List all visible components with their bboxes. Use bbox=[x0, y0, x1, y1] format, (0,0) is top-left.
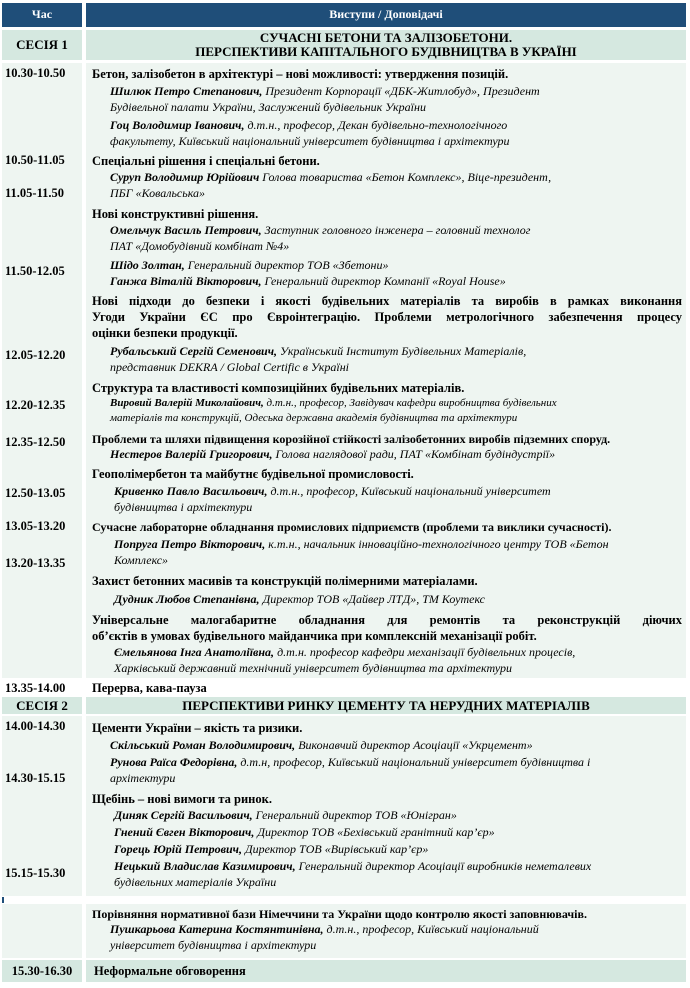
time-slot: 10.50-11.05 bbox=[5, 153, 65, 167]
speaker-name: Суруп Володимир Юрійович bbox=[110, 170, 260, 184]
speaker-position-line: будівництва і архітектури bbox=[114, 500, 253, 514]
speaker-position: Виконавчий директор Асоціації «Укрцемент» bbox=[298, 738, 533, 752]
talk-title-line: оцінки безпеки продукції. bbox=[92, 326, 238, 340]
talk-m-time-cell bbox=[2, 904, 82, 958]
speaker-position-line: будівельних матеріалів України bbox=[114, 875, 277, 889]
speaker-line bbox=[114, 842, 428, 858]
speaker-line bbox=[110, 118, 507, 134]
speaker-position: д.т.н. професор кафедри механізації будівельних процесів, bbox=[277, 645, 576, 659]
speaker-name: Омельчук Василь Петрович, bbox=[110, 223, 262, 237]
speaker-position: Генеральний директор ТОВ «Юнігран» bbox=[255, 808, 457, 822]
talk-title: Геополімербетон та майбутнє будівельної промисловості. bbox=[92, 467, 414, 481]
speaker-position-line: ПАТ «Домобудівний комбінат №4» bbox=[110, 239, 290, 253]
talk-title: Цементи України – якість та ризики. bbox=[92, 721, 303, 735]
speaker-name: Диняк Сергій Васильович, bbox=[114, 808, 253, 822]
talk-title: Захист бетонних масивів та конструкцій полімерними матеріалами. bbox=[92, 574, 478, 588]
time-slot: 12.50-13.05 bbox=[5, 486, 66, 500]
talk-title: Порівняння нормативної бази Німеччини та України щодо контролю якості заповнювачів. bbox=[92, 907, 587, 921]
talk-title: Структура та властивості композиційних будівельних матеріалів. bbox=[92, 381, 465, 395]
speaker-line bbox=[114, 645, 575, 661]
time-slot: 15.15-15.30 bbox=[5, 866, 66, 880]
talk-title: Спеціальні рішення і спеціальні бетони. bbox=[92, 154, 320, 168]
session-2-title: ПЕРСПЕКТИВИ РИНКУ ЦЕМЕНТУ ТА НЕРУДНИХ МАТЕРІАЛІВ bbox=[86, 697, 686, 714]
speaker-position: д.т.н., професор, Київський національний bbox=[326, 922, 539, 936]
speaker-position: Директор ТОВ «Дайвер ЛТД», ТМ Коутекс bbox=[262, 592, 485, 606]
speaker-line bbox=[110, 447, 555, 463]
speaker-line bbox=[114, 592, 485, 608]
speaker-name: Гнений Євген Вікторович, bbox=[114, 825, 255, 839]
time-slot: 12.20-12.35 bbox=[5, 398, 66, 412]
speaker-position: д.т.н, професор, Київський національний університет будівництва і bbox=[240, 755, 591, 769]
speaker-name: Вировий Валерій Миколайович, bbox=[110, 397, 264, 409]
speaker-name: Ємельянова Інга Анатоліївна, bbox=[114, 645, 275, 659]
speaker-position-line: Будівельної палати України, Заслужений будівельник України bbox=[110, 100, 426, 114]
talks-column-header: Виступи / Доповідачі bbox=[86, 3, 686, 27]
time-slot: 13.05-13.20 bbox=[5, 519, 66, 533]
speaker-line bbox=[110, 84, 540, 100]
time-slot: 10.30-10.50 bbox=[5, 66, 66, 80]
speaker-name: Нестеров Валерій Григорович, bbox=[110, 447, 273, 461]
speaker-position: Заступник головного інженера – головний технолог bbox=[264, 223, 531, 237]
speaker-position-line: матеріалів та конструкцій, Одеська державна академія будівництва та архітектури bbox=[110, 412, 518, 424]
speaker-line bbox=[110, 922, 539, 938]
time-slot: 13.35-14.00 bbox=[5, 681, 66, 695]
speaker-line bbox=[110, 755, 590, 771]
speaker-position: Голова наглядової ради, ПАТ «Комбінат будіндустрії» bbox=[275, 447, 556, 461]
speaker-line bbox=[114, 825, 495, 841]
speaker-name: Попруга Петро Вікторович, bbox=[114, 537, 266, 551]
time-slot: 15.30-16.30 bbox=[2, 960, 82, 982]
talk-title: Бетон, залізобетон в архітектурі – нові можливості: утвердження позицій. bbox=[92, 67, 509, 81]
talk-title-line: Універсальне малогабаритне обладнання для ремонтів та реконструкцій діючих bbox=[92, 613, 682, 627]
speaker-line bbox=[110, 258, 388, 274]
speaker-position: Директор ТОВ «Вирівський кар’єр» bbox=[244, 842, 429, 856]
speaker-line bbox=[110, 274, 506, 290]
divider bbox=[2, 897, 4, 903]
talk-title: Нові конструктивні рішення. bbox=[92, 207, 259, 221]
talk-title: Сучасне лабораторне обладнання промислових підприємств (проблеми та виклики сучасності). bbox=[92, 520, 612, 534]
talk-title-line: Нові підходи до безпеки і якості будівельних матеріалів та виробів в рамках виконання bbox=[92, 294, 682, 308]
speaker-position: Директор ТОВ «Бехівський гранітний кар’єр» bbox=[257, 825, 495, 839]
speaker-position-line: університет будівництва і архітектури bbox=[110, 938, 317, 952]
time-slot: 12.35-12.50 bbox=[5, 435, 66, 449]
speaker-name: Гоц Володимир Іванович, bbox=[110, 118, 245, 132]
time-column-header: Час bbox=[2, 3, 82, 27]
speaker-position-line: представник DEKRA / Global Certific в Україні bbox=[110, 360, 350, 374]
speaker-name: Кривенко Павло Васильович, bbox=[114, 484, 268, 498]
speaker-name: Рунова Раїса Федорівна, bbox=[110, 755, 238, 769]
speaker-position-line: Харківський державний технічний університет будівництва та архітектури bbox=[114, 661, 512, 675]
session-1-title-line1: СУЧАСНІ БЕТОНИ ТА ЗАЛІЗОБЕТОНИ. bbox=[259, 30, 513, 45]
speaker-line bbox=[110, 344, 526, 360]
speaker-line bbox=[110, 396, 557, 412]
speaker-name: Рубальський Сергій Семенович, bbox=[110, 344, 278, 358]
speaker-position: д.т.н., професор, Київський національний університет bbox=[270, 484, 551, 498]
time-slot: 11.05-11.50 bbox=[5, 186, 65, 200]
speaker-line bbox=[110, 170, 551, 186]
speaker-position: Український Інститут Будівельних Матеріалів, bbox=[280, 344, 527, 358]
speaker-position-line: архітектури bbox=[110, 771, 176, 785]
session-1-label: СЕСІЯ 1 bbox=[2, 30, 82, 60]
session-1-title bbox=[86, 30, 686, 60]
time-slot: 12.05-12.20 bbox=[5, 348, 66, 362]
talk-title: Проблеми та шляхи підвищення корозійної стійкості залізобетонних виробів підземних споруд. bbox=[92, 432, 611, 446]
session-2-label: СЕСІЯ 2 bbox=[2, 697, 82, 714]
speaker-line bbox=[114, 808, 457, 824]
speaker-line bbox=[114, 537, 609, 553]
speaker-line bbox=[114, 484, 551, 500]
session-1-title-line2: ПЕРСПЕКТИВИ КАПІТАЛЬНОГО БУДІВНИЦТВА В УКРАЇНІ bbox=[195, 44, 577, 59]
speaker-position: Генеральний директор Компанії «Royal House» bbox=[264, 274, 506, 288]
speaker-name: Нецький Владислав Казимирович, bbox=[114, 859, 296, 873]
talk-title-line: Угоди України ЄС про Євроінтеграцію. Проблеми метрологічного забезпечення процесу bbox=[92, 310, 682, 324]
speaker-position: д.т.н., професор, Завідувач кафедри виробництва будівельних bbox=[266, 397, 557, 409]
speaker-position-line: Комплекс» bbox=[114, 553, 169, 567]
speaker-position-line: ПБГ «Ковальська» bbox=[110, 186, 206, 200]
time-slot: 14.30-15.15 bbox=[5, 771, 66, 785]
speaker-position-line: факультету, Київський національний університет будівництва і архітектури bbox=[110, 134, 510, 148]
speaker-position: к.т.н., начальник інноваційно-технологічного центру ТОВ «Бетон bbox=[268, 537, 609, 551]
speaker-name: Шідо Золтан, bbox=[110, 258, 185, 272]
speaker-position: Президент Корпорації «ДБК-Житлобуд», Президент bbox=[265, 84, 540, 98]
speaker-name: Скільський Роман Володимирович, bbox=[110, 738, 296, 752]
speaker-name: Ганжа Віталій Вікторович, bbox=[110, 274, 262, 288]
speaker-position: Голова товариства «Бетон Комплекс», Віце-президент, bbox=[262, 170, 552, 184]
speaker-line bbox=[114, 859, 591, 875]
talk-title: Щебінь – нові вимоги та ринок. bbox=[92, 792, 272, 806]
time-slot: 14.00-14.30 bbox=[5, 719, 66, 733]
speaker-name: Дудник Любов Степанівна, bbox=[114, 592, 260, 606]
talk-title-line: об’єктів в умовах будівельного майданчика при комплексній механізації робіт. bbox=[92, 629, 537, 643]
speaker-name: Шилюк Петро Степанович, bbox=[110, 84, 263, 98]
speaker-line bbox=[110, 738, 533, 754]
speaker-name: Пушкарьова Катерина Костянтинівна, bbox=[110, 922, 324, 936]
time-slot: 13.20-13.35 bbox=[5, 556, 66, 570]
speaker-position: Генеральний директор ТОВ «Збетони» bbox=[187, 258, 389, 272]
final-discussion-label: Неформальне обговорення bbox=[86, 960, 686, 982]
speaker-position: Генеральний директор Асоціації виробників неметалевих bbox=[298, 859, 592, 873]
speaker-position: д.т.н., професор, Декан будівельно-технологічного bbox=[247, 118, 508, 132]
break-label: Перерва, кава-пауза bbox=[92, 681, 207, 695]
time-slot: 11.50-12.05 bbox=[5, 264, 65, 278]
speaker-name: Горець Юрій Петрович, bbox=[114, 842, 242, 856]
speaker-line bbox=[110, 223, 530, 239]
